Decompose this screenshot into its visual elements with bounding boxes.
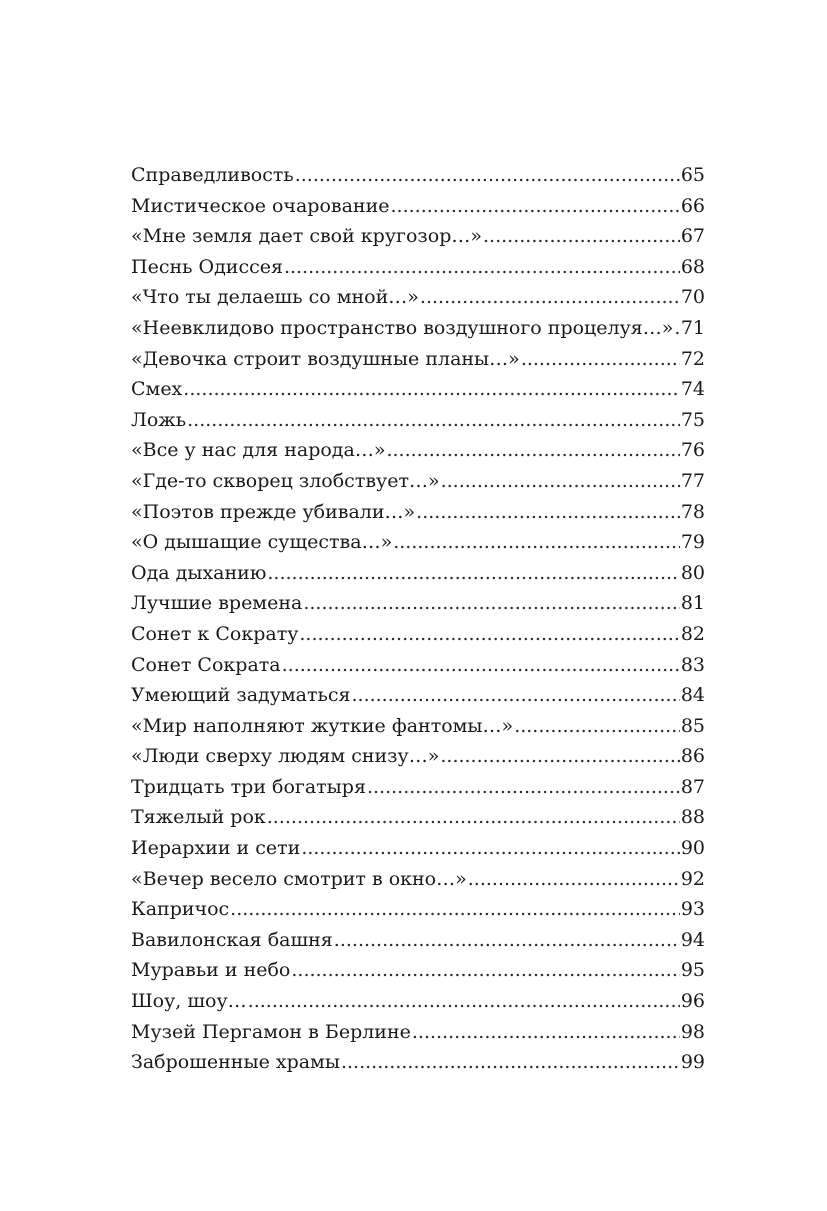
toc-page-number: 72 (680, 347, 705, 370)
toc-entry-title: «Люди сверху людям снизу…» (131, 745, 440, 768)
toc-page-number: 94 (680, 928, 705, 951)
toc-entry (131, 955, 705, 986)
toc-entry (131, 680, 705, 711)
toc-entry-title: Сонет Сократа (131, 653, 281, 676)
toc-dot-leader (412, 1017, 680, 1048)
toc-dot-leader (514, 711, 680, 742)
toc-entry-title: «Вечер весело смотрит в окно…» (131, 867, 467, 890)
toc-entry (131, 160, 705, 191)
toc-page-number: 93 (680, 898, 705, 921)
toc-page-number: 77 (680, 469, 705, 492)
toc-dot-leader (267, 802, 680, 833)
toc-entry-title: Муравьи и небо (131, 959, 291, 982)
toc-dot-leader (367, 772, 680, 803)
toc-entry (131, 925, 705, 956)
toc-entry-title: «Где-то скворец злобствует…» (131, 469, 440, 492)
toc-dot-leader (393, 527, 680, 558)
toc-dot-leader (295, 160, 680, 191)
toc-page-number: 95 (680, 959, 705, 982)
toc-entry (131, 833, 705, 864)
toc-page-number: 85 (680, 714, 705, 737)
toc-page-number: 84 (680, 684, 705, 707)
toc-dot-leader (248, 986, 680, 1017)
toc-dot-leader (284, 252, 680, 283)
toc-dot-leader (230, 894, 680, 925)
toc-entry-title: Смех (131, 378, 183, 401)
toc-page-number: 80 (680, 561, 705, 584)
toc-entry-title: Мистическое очарование (131, 194, 390, 217)
toc-entry-title: «Что ты делаешь со мной…» (131, 286, 419, 309)
toc-page-number: 81 (680, 592, 705, 615)
toc-entry-title: Умеющий задуматься (131, 684, 351, 707)
toc-dot-leader (416, 497, 680, 528)
toc-entry-title: Ложь (131, 408, 187, 431)
toc-entry-title: Сонет к Сократу (131, 622, 299, 645)
toc-entry (131, 221, 705, 252)
toc-dot-leader (674, 313, 679, 344)
toc-entry-title: Тяжелый рок (131, 806, 266, 829)
toc-entry-title: «О дышащие существа…» (131, 531, 393, 554)
toc-dot-leader (483, 221, 680, 252)
toc-entry (131, 894, 705, 925)
toc-entry (131, 527, 705, 558)
toc-entry (131, 741, 705, 772)
toc-dot-leader (440, 741, 679, 772)
toc-entry (131, 497, 705, 528)
toc-entry (131, 986, 705, 1017)
toc-entry (131, 588, 705, 619)
toc-dot-leader (391, 191, 680, 222)
toc-page-number: 66 (680, 194, 705, 217)
toc-entry (131, 282, 705, 313)
toc-entry-title: Ода дыханию (131, 561, 267, 584)
toc-page-number: 88 (680, 806, 705, 829)
toc-dot-leader (301, 833, 680, 864)
toc-page-number: 90 (680, 837, 705, 860)
toc-entry-title: «Неевклидово пространство воздушного процелуя…» (131, 316, 674, 339)
toc-page-number: 74 (680, 378, 705, 401)
toc-dot-leader (521, 344, 680, 375)
toc-page-number: 92 (680, 867, 705, 890)
toc-entry (131, 435, 705, 466)
toc-entry (131, 1017, 705, 1048)
toc-page-number: 99 (680, 1051, 705, 1074)
toc-entry-title: «Поэтов прежде убивали…» (131, 500, 416, 523)
toc-dot-leader (299, 619, 679, 650)
toc-dot-leader (468, 864, 680, 895)
toc-entry-title: Шоу, шоу… (131, 990, 247, 1013)
toc-page-number: 71 (680, 316, 705, 339)
toc-entry (131, 619, 705, 650)
table-of-contents (131, 160, 705, 1078)
toc-page-number: 78 (680, 500, 705, 523)
toc-entry-title: Капричос (131, 898, 230, 921)
toc-page-number: 83 (680, 653, 705, 676)
toc-dot-leader (303, 588, 679, 619)
toc-page-number: 65 (680, 164, 705, 186)
toc-entry (131, 252, 705, 283)
toc-dot-leader (291, 955, 679, 986)
toc-entry (131, 313, 705, 344)
toc-page-number: 75 (680, 408, 705, 431)
toc-entry (131, 558, 705, 589)
toc-dot-leader (386, 435, 679, 466)
toc-dot-leader (420, 282, 680, 313)
toc-entry-title: «Все у нас для народа…» (131, 439, 386, 462)
toc-page-number: 70 (680, 286, 705, 309)
toc-entry (131, 772, 705, 803)
toc-entry (131, 466, 705, 497)
toc-dot-leader (441, 466, 680, 497)
toc-entry-title: Заброшенные храмы (131, 1051, 340, 1074)
toc-entry (131, 1047, 705, 1078)
toc-entry (131, 405, 705, 436)
toc-entry (131, 650, 705, 681)
toc-dot-leader (187, 405, 680, 436)
toc-entry (131, 864, 705, 895)
toc-page-number: 79 (680, 531, 705, 554)
toc-entry (131, 802, 705, 833)
toc-dot-leader (282, 650, 680, 681)
toc-dot-leader (334, 925, 680, 956)
toc-entry (131, 191, 705, 222)
toc-page-number: 96 (680, 990, 705, 1013)
toc-dot-leader (267, 558, 679, 589)
toc-entry (131, 374, 705, 405)
toc-entry-title: Музей Пергамон в Берлине (131, 1020, 411, 1043)
toc-entry-title: Вавилонская башня (131, 928, 333, 951)
toc-page-number: 67 (680, 225, 705, 248)
toc-page-number: 86 (680, 745, 705, 768)
toc-entry (131, 711, 705, 742)
toc-entry-title: «Девочка строит воздушные планы…» (131, 347, 520, 370)
toc-entry-title: «Мир наполняют жуткие фантомы…» (131, 714, 514, 737)
toc-entry-title: «Мне земля дает свой кругозор…» (131, 225, 483, 248)
toc-dot-leader (183, 374, 680, 405)
toc-entry-title: Тридцать три богатыря (131, 775, 366, 798)
toc-dot-leader (341, 1047, 680, 1078)
toc-page-number: 68 (680, 255, 705, 278)
toc-entry-title: Песнь Одиссея (131, 255, 283, 278)
toc-page-number: 76 (680, 439, 705, 462)
toc-page-number: 98 (680, 1020, 705, 1043)
toc-entry-title: Лучшие времена (131, 592, 303, 615)
toc-page-number: 87 (680, 775, 705, 798)
toc-entry-title: Иерархии и сети (131, 837, 301, 860)
toc-page-number: 82 (680, 622, 705, 645)
toc-entry (131, 344, 705, 375)
toc-dot-leader (351, 680, 679, 711)
toc-entry-title: Справедливость (131, 164, 294, 186)
